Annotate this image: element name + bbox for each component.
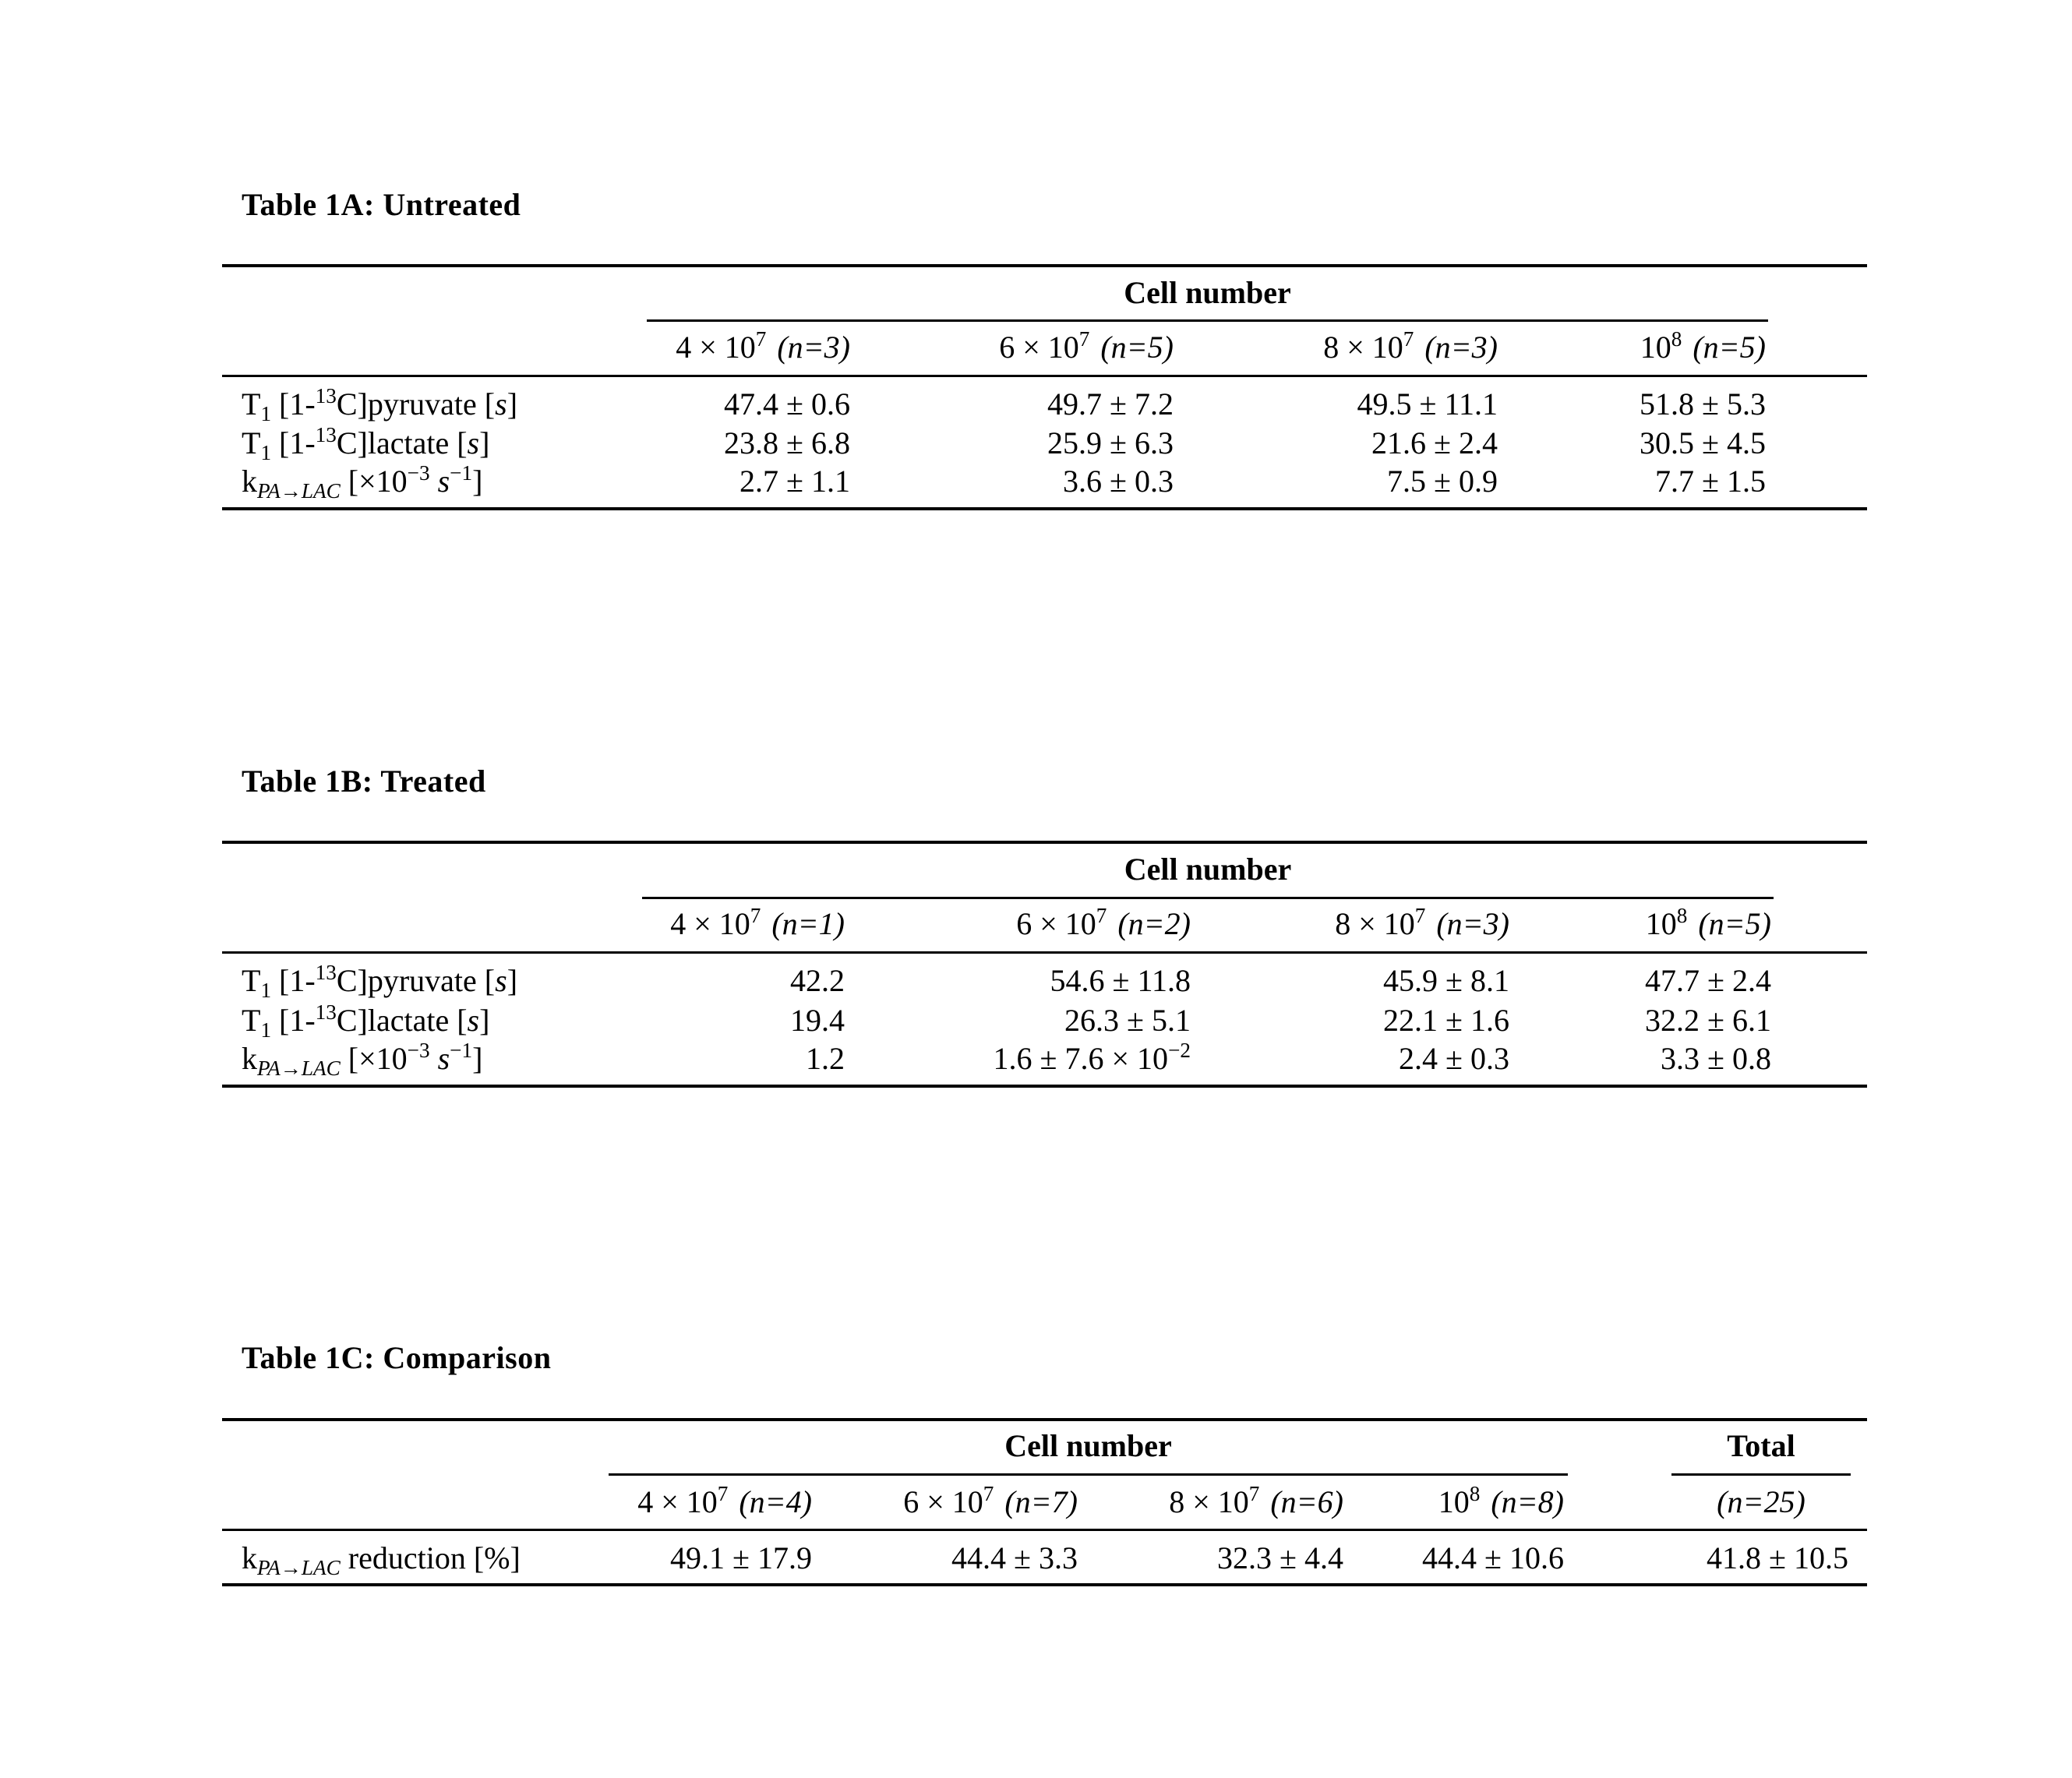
text-fragment: 4 × 10: [637, 1484, 718, 1519]
text-fragment: (n=8): [1491, 1484, 1564, 1519]
text-fragment: s: [467, 1003, 480, 1038]
bottom-rule: [222, 507, 1867, 510]
table-cell: 47.4 ± 0.6: [724, 386, 850, 422]
text-fragment: 1: [260, 1018, 272, 1042]
text-fragment: s: [495, 963, 507, 998]
col-mantissa: 10: [1640, 330, 1671, 365]
text-fragment: k: [242, 464, 257, 499]
cmid-rule: [609, 1473, 1568, 1476]
column-header: [1169, 1482, 1343, 1519]
text-fragment: (n=4): [739, 1484, 812, 1519]
total-header: Total: [1727, 1428, 1795, 1463]
text-fragment: ]: [472, 1041, 483, 1076]
table-cell: 51.8 ± 5.3: [1640, 386, 1766, 422]
text-fragment: −1: [450, 461, 473, 485]
text-fragment: T: [242, 1003, 261, 1038]
text-fragment: (n=6): [1270, 1484, 1343, 1519]
text-fragment: [1-: [271, 386, 316, 422]
text-fragment: (n=7): [1004, 1484, 1078, 1519]
col-exp: 7: [1078, 327, 1090, 351]
top-rule: [222, 264, 1867, 267]
text-fragment: 6 × 10: [903, 1484, 983, 1519]
text-fragment: [430, 464, 438, 499]
text-fragment: [1-: [271, 425, 316, 460]
cmid-rule: [642, 897, 1774, 899]
column-header: [1640, 327, 1766, 365]
text-fragment: (n=2): [1117, 906, 1191, 941]
text-fragment: 1: [260, 979, 272, 1003]
text-fragment: 13: [315, 423, 337, 447]
table-caption: Table 1C: Comparison: [242, 1340, 552, 1375]
text-fragment: T: [242, 425, 261, 460]
column-header: [676, 327, 850, 365]
text-fragment: 13: [315, 1000, 337, 1025]
table-cell: 47.7 ± 2.4: [1645, 963, 1771, 998]
text-fragment: ]: [507, 386, 518, 422]
text-fragment: [1-: [271, 963, 316, 998]
col-n: (n=5): [1693, 330, 1766, 365]
row-label: [242, 384, 518, 426]
table-cell: 26.3 ± 5.1: [1064, 1003, 1191, 1038]
bottom-rule: [222, 1085, 1867, 1088]
column-header: [670, 904, 845, 941]
text-fragment: 8: [1469, 1482, 1481, 1506]
text-fragment: (n=1): [771, 906, 845, 941]
text-fragment: 8: [1676, 904, 1688, 928]
row-label: [242, 1540, 521, 1580]
text-fragment: −3: [407, 1039, 430, 1063]
text-fragment: −1: [450, 1039, 473, 1063]
text-fragment: [430, 1041, 438, 1076]
total-cmid-rule: [1671, 1473, 1851, 1476]
text-fragment: [×10: [340, 464, 408, 499]
column-header: [1016, 904, 1191, 941]
top-rule: [222, 1418, 1867, 1421]
text-fragment: 7: [1414, 904, 1426, 928]
group-header: Cell number: [1124, 275, 1291, 310]
table-cell: 2.4 ± 0.3: [1399, 1041, 1509, 1076]
text-fragment: ]: [507, 963, 518, 998]
text-fragment: 13: [315, 961, 337, 985]
table-cell: 3.3 ± 0.8: [1661, 1041, 1771, 1076]
text-fragment: [1-: [271, 1003, 316, 1038]
text-fragment: C]lactate [: [336, 425, 468, 460]
col-exp: 7: [1403, 327, 1414, 351]
text-fragment: PA→LAC: [257, 1556, 341, 1580]
table-cell: 49.7 ± 7.2: [1047, 386, 1174, 422]
text-fragment: 7: [1096, 904, 1107, 928]
text-fragment: 13: [315, 384, 337, 408]
table-cell: 45.9 ± 8.1: [1383, 963, 1509, 998]
table-cell: 1.2: [806, 1041, 845, 1076]
text-fragment: 1: [260, 402, 272, 426]
text-fragment: (n=3): [1436, 906, 1509, 941]
text-fragment: s: [495, 386, 507, 422]
bottom-rule: [222, 1583, 1867, 1586]
group-header: Cell number: [1124, 852, 1292, 887]
text-fragment: PA→LAC: [257, 479, 341, 503]
column-header: [1335, 904, 1509, 941]
row-label: [242, 461, 483, 503]
text-fragment: k: [242, 1041, 257, 1076]
table-cell: 19.4: [790, 1003, 845, 1038]
text-fragment: s: [437, 1041, 450, 1076]
row-label: [242, 961, 518, 1003]
text-fragment: C]pyruvate [: [336, 386, 496, 422]
table-caption: Table 1B: Treated: [242, 764, 486, 799]
col-mantissa: 4 × 10: [676, 330, 756, 365]
mid-rule: [222, 951, 1867, 954]
column-header: [1645, 904, 1771, 941]
table-cell: 2.7 ± 1.1: [739, 464, 850, 499]
table-cell: 7.7 ± 1.5: [1655, 464, 1766, 499]
text-fragment: C]pyruvate [: [336, 963, 496, 998]
col-exp: 8: [1671, 327, 1682, 351]
text-fragment: (n=5): [1698, 906, 1771, 941]
group-header: Cell number: [1004, 1428, 1172, 1463]
text-fragment: 7: [750, 904, 761, 928]
text-fragment: 7: [983, 1482, 994, 1506]
text-fragment: s: [467, 425, 480, 460]
table-cell: 23.8 ± 6.8: [724, 425, 850, 460]
text-fragment: T: [242, 386, 261, 422]
col-n: (n=5): [1100, 330, 1174, 365]
column-header: [1438, 1482, 1564, 1519]
top-rule: [222, 841, 1867, 844]
table-cell: 44.4 ± 10.6: [1422, 1540, 1564, 1575]
column-header: [903, 1482, 1078, 1519]
mid-rule: [222, 1529, 1867, 1531]
col-mantissa: 8 × 10: [1323, 330, 1403, 365]
text-fragment: s: [437, 464, 450, 499]
row-label: [242, 1039, 483, 1081]
col-exp: 7: [755, 327, 767, 351]
text-fragment: 7: [1248, 1482, 1260, 1506]
cmid-rule: [647, 319, 1768, 322]
text-fragment: ]: [479, 425, 490, 460]
text-fragment: k: [242, 1540, 257, 1575]
text-fragment: 7: [717, 1482, 729, 1506]
mid-rule: [222, 375, 1867, 377]
table-cell: 49.1 ± 17.9: [670, 1540, 812, 1575]
table-cell: 44.4 ± 3.3: [951, 1540, 1078, 1575]
table-cell: 42.2: [790, 963, 845, 998]
total-n: (n=25): [1717, 1484, 1805, 1519]
text-fragment: −3: [407, 461, 430, 485]
table-cell: 3.6 ± 0.3: [1063, 464, 1174, 499]
text-fragment: ]: [479, 1003, 490, 1038]
text-fragment: PA→LAC: [257, 1057, 341, 1081]
table-cell: 21.6 ± 2.4: [1371, 425, 1498, 460]
text-fragment: 1.6 ± 7.6 × 10: [993, 1041, 1169, 1076]
text-fragment: 8 × 10: [1169, 1484, 1249, 1519]
text-fragment: 10: [1645, 906, 1677, 941]
text-fragment: 6 × 10: [1016, 906, 1096, 941]
table-cell: 22.1 ± 1.6: [1383, 1003, 1509, 1038]
col-n: (n=3): [1424, 330, 1498, 365]
table-caption: Table 1A: Untreated: [242, 187, 521, 222]
table-cell: 25.9 ± 6.3: [1047, 425, 1174, 460]
row-label: [242, 423, 490, 465]
column-header: [1323, 327, 1498, 365]
table-cell: [993, 1039, 1191, 1076]
col-n: (n=3): [777, 330, 850, 365]
text-fragment: 1: [260, 441, 272, 465]
text-fragment: [×10: [340, 1041, 408, 1076]
total-cell: 41.8 ± 10.5: [1707, 1540, 1848, 1575]
text-fragment: ]: [472, 464, 483, 499]
text-fragment: 4 × 10: [670, 906, 750, 941]
text-fragment: C]lactate [: [336, 1003, 468, 1038]
column-header: [999, 327, 1174, 365]
table-cell: 32.2 ± 6.1: [1645, 1003, 1771, 1038]
text-fragment: T: [242, 963, 261, 998]
col-mantissa: 6 × 10: [999, 330, 1079, 365]
text-fragment: −2: [1168, 1039, 1191, 1063]
table-cell: 54.6 ± 11.8: [1050, 963, 1191, 998]
table-cell: 32.3 ± 4.4: [1217, 1540, 1343, 1575]
table-cell: 49.5 ± 11.1: [1357, 386, 1498, 422]
text-fragment: reduction [%]: [340, 1540, 521, 1575]
column-header: [637, 1482, 812, 1519]
row-label: [242, 1000, 490, 1042]
text-fragment: 8 × 10: [1335, 906, 1415, 941]
text-fragment: 10: [1438, 1484, 1470, 1519]
table-cell: 7.5 ± 0.9: [1387, 464, 1498, 499]
table-cell: 30.5 ± 4.5: [1640, 425, 1766, 460]
